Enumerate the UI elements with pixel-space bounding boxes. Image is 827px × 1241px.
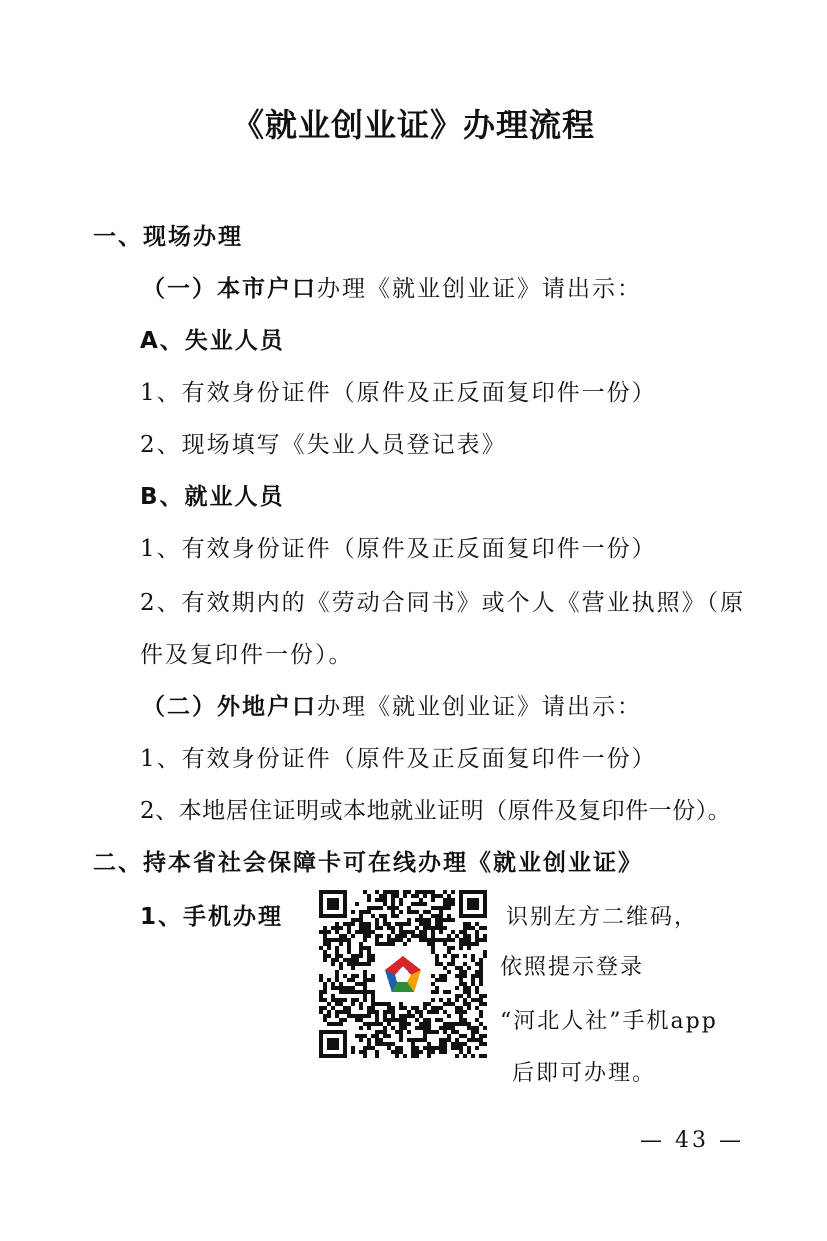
employed-item-1: 1、有效身份证件（原件及正反面复印件一份） <box>140 536 657 562</box>
section-heading-onsite: 一、现场办理 <box>93 224 243 250</box>
qr-instruction-1: 识别左方二维码， <box>506 905 699 930</box>
employed-item-2-line-1: 2、有效期内的《劳动合同书》或个人《营业执照》（原 <box>140 590 746 616</box>
qr-code[interactable] <box>319 890 487 1058</box>
subsection-local-hukou-prefix: （一）本市户口 <box>142 276 317 302</box>
mobile-label: 1、手机办理 <box>140 904 284 930</box>
employed-item-2-line-2: 件及复印件一份）。 <box>140 642 354 668</box>
group-heading-unemployed: A、失业人员 <box>140 328 285 354</box>
qr-instruction-2: 依照提示登录 <box>500 955 645 980</box>
subsection-nonlocal-hukou-prefix: （二）外地户口 <box>142 694 317 720</box>
nonlocal-item-2: 2、本地居住证明或本地就业证明（原件及复印件一份）。 <box>140 798 732 824</box>
page-number: — 43 — <box>640 1128 744 1153</box>
unemployed-item-2: 2、现场填写《失业人员登记表》 <box>140 432 507 458</box>
qr-instruction-4: 后即可办理。 <box>512 1061 657 1086</box>
subsection-local-hukou <box>142 270 642 303</box>
subsection-nonlocal-hukou-rest: 办理《就业创业证》请出示： <box>317 694 642 720</box>
qr-instruction-3: “河北人社”手机app <box>500 1009 718 1034</box>
section-heading-online: 二、持本省社会保障卡可在线办理《就业创业证》 <box>93 850 643 876</box>
group-heading-employed: B、就业人员 <box>140 484 285 510</box>
page-title: 《就业创业证》办理流程 <box>231 106 595 144</box>
subsection-nonlocal-hukou <box>142 688 642 721</box>
subsection-local-hukou-rest: 办理《就业创业证》请出示： <box>317 276 642 302</box>
nonlocal-item-1: 1、有效身份证件（原件及正反面复印件一份） <box>140 746 657 772</box>
unemployed-item-1: 1、有效身份证件（原件及正反面复印件一份） <box>140 380 657 406</box>
